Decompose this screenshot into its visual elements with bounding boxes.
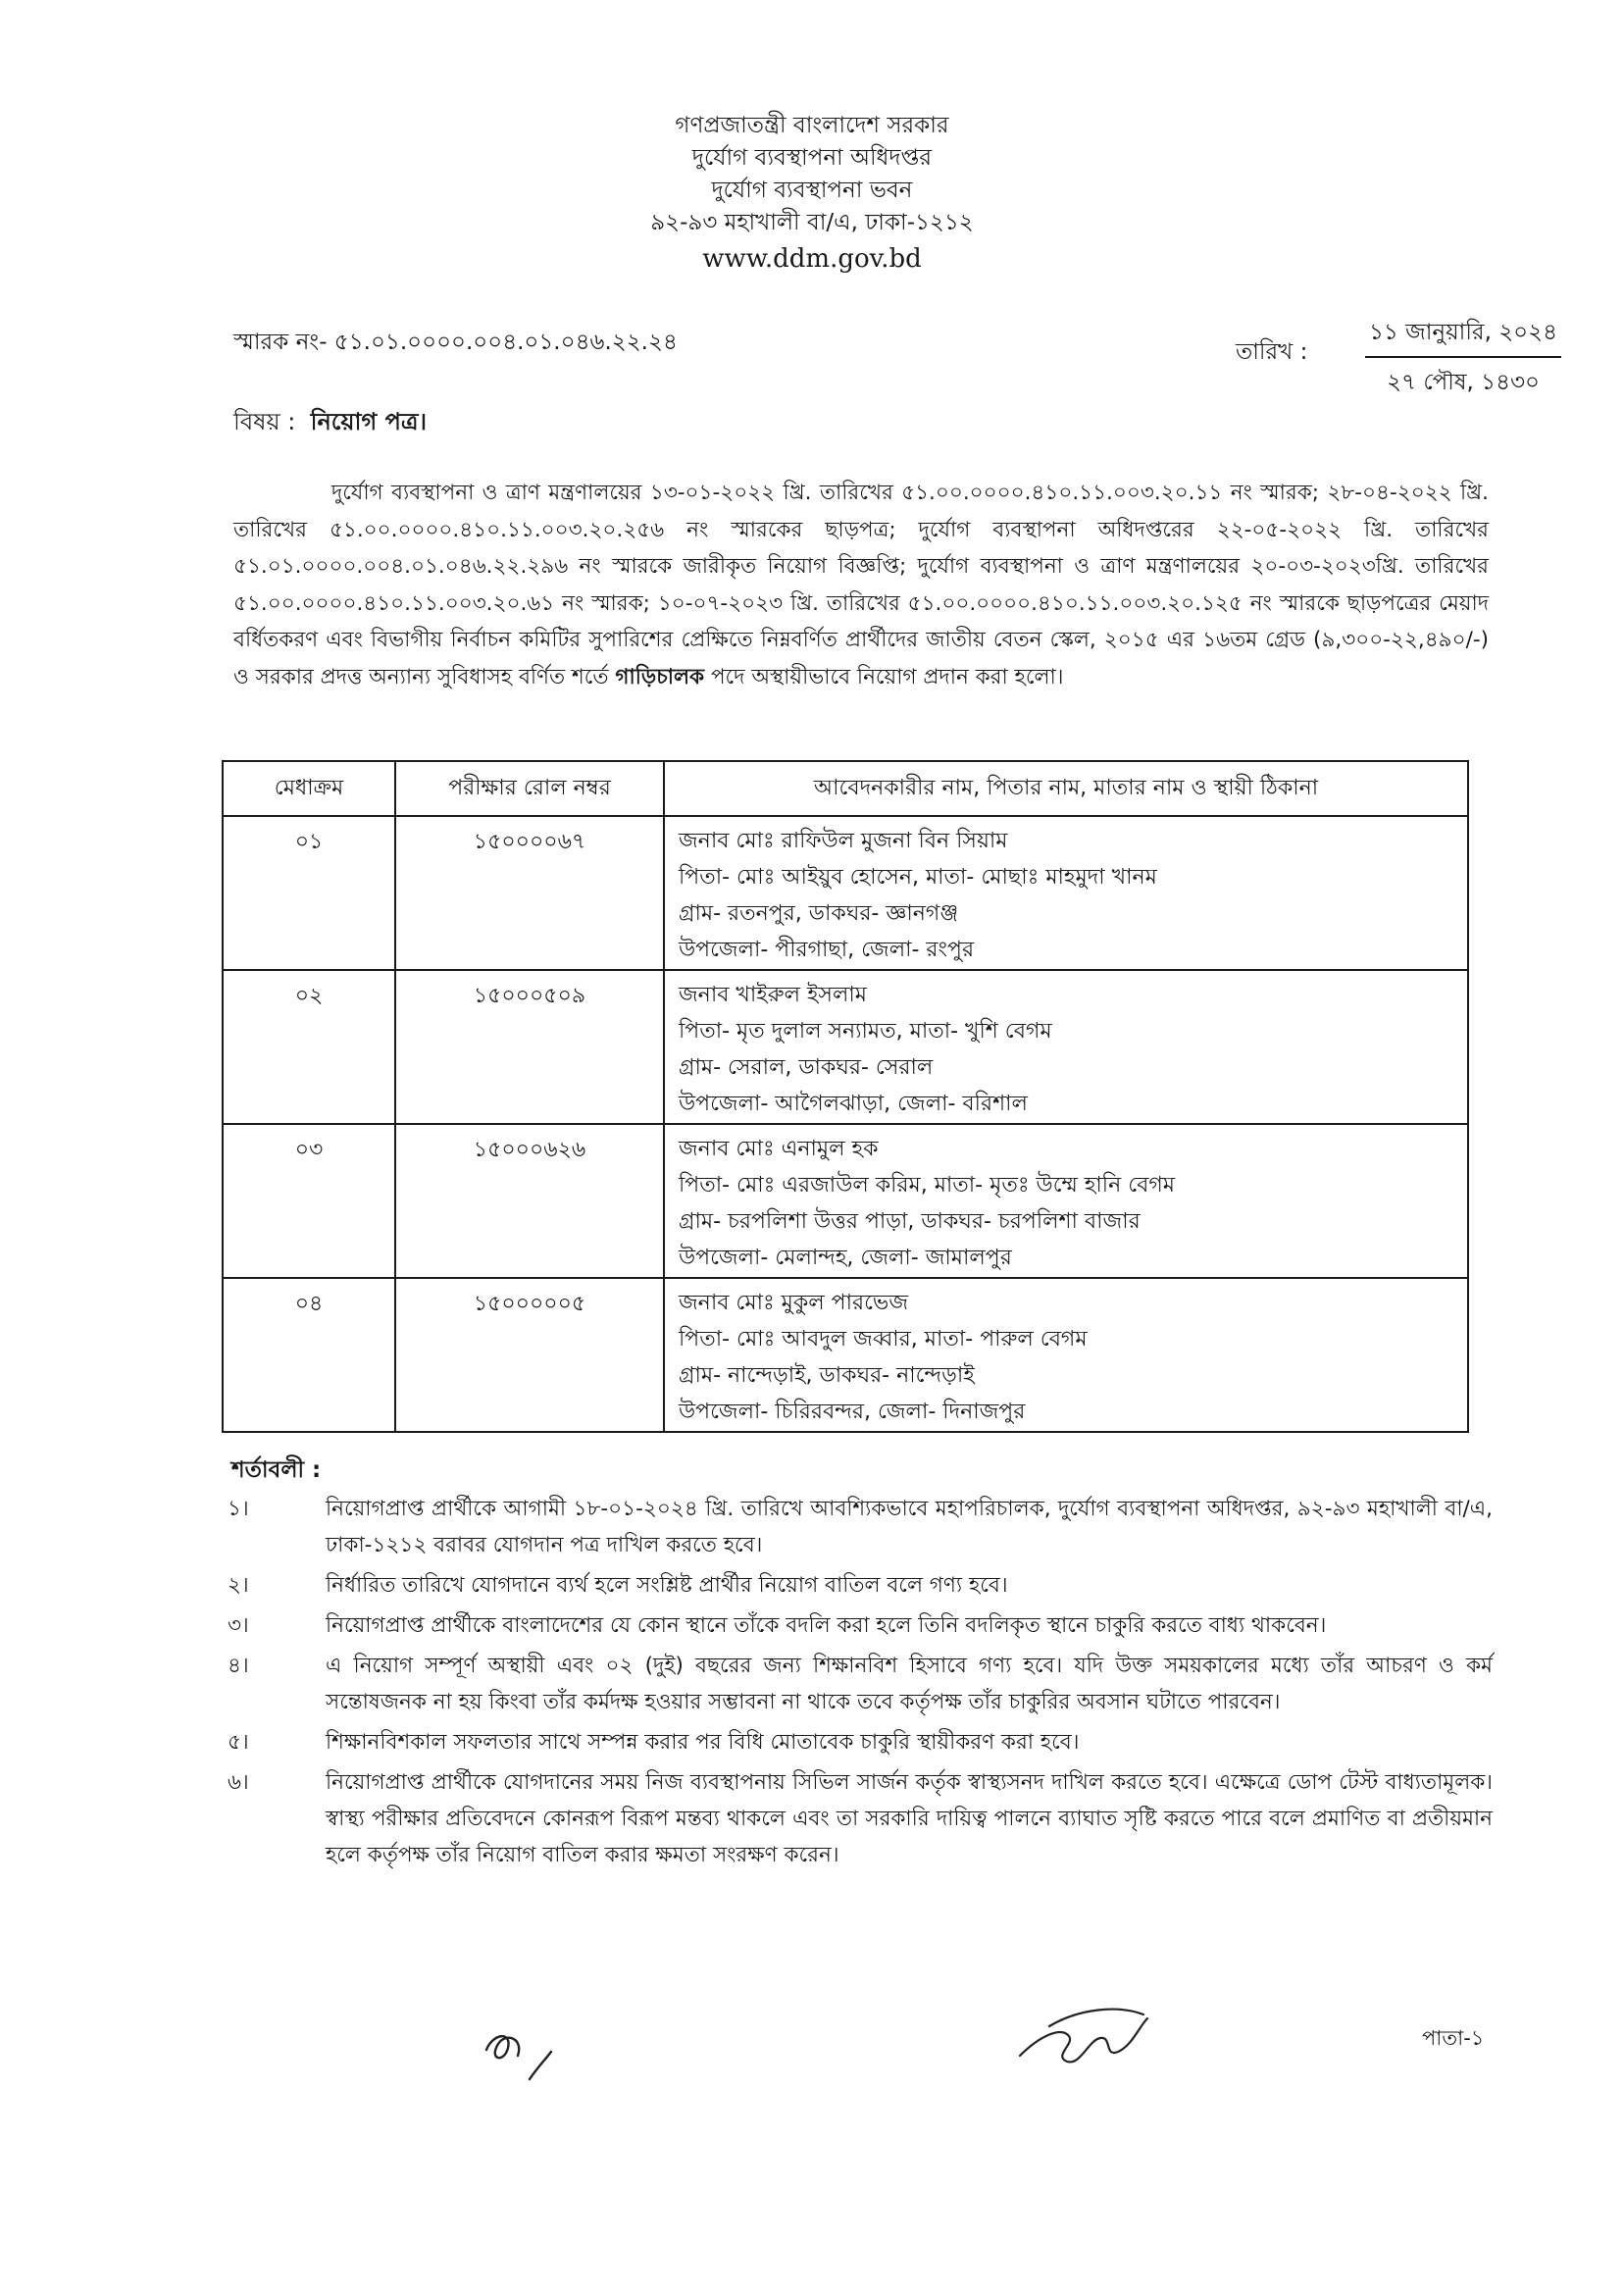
condition-number: ২। [228,1573,249,1598]
condition-number: ৩। [228,1613,249,1638]
body-paragraph [233,475,1489,695]
date-gregorian: ১১ জানুয়ারি, ২০২৪ [1365,314,1561,358]
rank-cell: ০৪ [223,1278,395,1432]
table-row [223,816,1468,970]
village-post: গ্রাম- নান্দেড়াই, ডাকঘর- নান্দেড়াই [679,1363,975,1388]
condition-text: এ নিয়োগ সম্পূর্ণ অস্থায়ী এবং ০২ (দুই) বছরের জন্য শিক্ষানবিশ হিসাবে গণ্য হবে। যদি উক্ত সময়কালের মধ্যে তাঁর আচরণ ও কর্ম সন্তোষজনক না হয় কিংবা তাঁর কর্মদক্ষ হওয়ার সম্ভাবনা না থাকে তবে কর্তৃপক্ষ তাঁর চাকুরির অবসান ঘটাতে পারবেন। [326,1654,1493,1714]
upazila-district: উপজেলা- চিরিরবন্দর, জেলা- দিনাজপুর [679,1400,1026,1424]
roll-cell: ১৫০০০০৬৭ [395,816,664,970]
date-bangla: ২৭ পৌষ, ১৪৩০ [1387,370,1540,395]
roll-cell: ১৫০০০৫০৯ [395,970,664,1124]
upazila-district: উপজেলা- পীরগাছা, জেলা- রংপুর [679,938,975,962]
table-row [223,1278,1468,1432]
website: www.ddm.gov.bd [702,244,922,274]
conditions-list [228,1491,1493,1877]
signature-initial-left [469,2013,567,2091]
column-header-rank: মেধাক্রম [223,761,395,816]
applicant-name: জনাব খাইরুল ইসলাম [679,983,867,1007]
condition-number: ৪। [228,1654,249,1678]
upazila-district: উপজেলা- মেলান্দহ, জেলা- জামালপুর [679,1246,1012,1270]
appointee-table [222,760,1469,1433]
condition-text: নিয়োগপ্রাপ্ত প্রার্থীকে যোগদানের সময় নিজ ব্যবস্থাপনায় সিভিল সার্জন কর্তৃক স্বাস্থ্যসনদ দাখিল করতে হবে। এক্ষেত্রে ডোপ টেস্ট বাধ্যতামূলক। স্বাস্থ্য পরীক্ষার প্রতিবেদনে কোনরূপ বিরূপ মন্তব্য থাকলে এবং তা সরকারি দায়িত্ব পালনে ব্যাঘাত সৃষ্টি করতে পারে বলে প্রমাণিত বা প্রতীয়মান হলে কর্তৃপক্ষ তাঁর নিয়োগ বাতিল করার ক্ষমতা সংরক্ষণ করেন। [326,1770,1493,1867]
condition-text: শিক্ষানবিশকাল সফলতার সাথে সম্পন্ন করার পর বিধি মোতাবেক চাকুরি স্থায়ীকরণ করা হবে। [326,1730,1080,1755]
gov-name: গণপ্রজাতন্ত্রী বাংলাদেশ সরকার [675,113,949,138]
details-cell [664,1278,1468,1432]
address: ৯২-৯৩ মহাখালী বা/এ, ঢাকা-১২১২ [650,210,974,235]
applicant-name: জনাব মোঃ এনামুল হক [679,1137,879,1161]
roll-cell: ১৫০০০৬২৬ [395,1124,664,1278]
department-name: দুর্যোগ ব্যবস্থাপনা অধিদপ্তর [691,145,933,171]
page-number: পাতা-১ [1422,2026,1485,2050]
list-item [228,1491,1493,1563]
body-text-after: পদে অস্থায়ীভাবে নিয়োগ প্রদান করা হলো। [710,664,1064,689]
list-item [228,1648,1493,1720]
parents: পিতা- মোঃ এরজাউল করিম, মাতা- মৃতঃ উম্মে হানি বেগম [679,1173,1176,1198]
signature-initial-right [1010,1997,1157,2085]
building-name: দুর্যোগ ব্যবস্থাপনা ভবন [711,178,913,203]
post-name: গাড়িচালক [615,664,705,689]
subject-label: বিষয় : [233,408,296,435]
list-item [228,1607,1493,1644]
list-item [228,1764,1493,1873]
date-label: তারিখ : [1236,339,1308,365]
condition-text: নির্ধারিত তারিখে যোগদানে ব্যর্থ হলে সংশ্লিষ্ট প্রার্থীর নিয়োগ বাতিল বলে গণ্য হবে। [326,1573,1008,1598]
table-header-row [223,761,1468,816]
village-post: গ্রাম- সেরাল, ডাকঘর- সেরাল [679,1055,934,1080]
rank-cell: ০২ [223,970,395,1124]
applicant-name: জনাব মোঃ রাফিউল মুজনা বিন সিয়াম [679,829,1008,853]
list-item [228,1724,1493,1760]
rank-cell: ০৩ [223,1124,395,1278]
table-row [223,1124,1468,1278]
condition-text: নিয়োগপ্রাপ্ত প্রার্থীকে আগামী ১৮-০১-২০২৪ খ্রি. তারিখে আবশ্যিকভাবে মহাপরিচালক, দুর্যোগ ব্যবস্থাপনা অধিদপ্তর, ৯২-৯৩ মহাখালী বা/এ, ঢাকা-১২১২ বরাবর যোগদান পত্র দাখিল করতে হবে। [326,1497,1493,1557]
roll-cell: ১৫০০০০০৫ [395,1278,664,1432]
subject-line [233,404,427,443]
details-cell [664,1124,1468,1278]
list-item [228,1567,1493,1604]
village-post: গ্রাম- চরপলিশা উত্তর পাড়া, ডাকঘর- চরপলিশা বাজার [679,1209,1141,1234]
date-values [1365,314,1561,402]
condition-text: নিয়োগপ্রাপ্ত প্রার্থীকে বাংলাদেশের যে কোন স্থানে তাঁকে বদলি করা হলে তিনি বদলিকৃত স্থানে চাকুরি করতে বাধ্য থাকবেন। [326,1613,1327,1638]
details-cell [664,816,1468,970]
village-post: গ্রাম- রতনপুর, ডাকঘর- জ্ঞানগঞ্জ [679,901,959,926]
parents: পিতা- মোঃ আইয়ুব হোসেন, মাতা- মোছাঃ মাহমুদা খানম [679,865,1157,890]
memo-number: স্মারক নং- ৫১.০১.০০০০.০০৪.০১.০৪৬.২২.২৪ [233,330,678,355]
table-row [223,970,1468,1124]
condition-number: ৬। [228,1770,249,1795]
applicant-name: জনাব মোঃ মুকুল পারভেজ [679,1291,908,1315]
letterhead [0,110,1624,277]
body-text-before: দুর্যোগ ব্যবস্থাপনা ও ত্রাণ মন্ত্রণালয়ের ১৩-০১-২০২২ খ্রি. তারিখের ৫১.০০.০০০০.৪১০.১১.০০৩.২০.১১ নং স্মারক; ২৮-০৪-২০২২ খ্রি. তারিখের ৫১.০০.০০০০.৪১০.১১.০০৩.২০.২৫৬ নং স্মারকের ছাড়পত্র; দুর্যোগ ব্যবস্থাপনা অধিদপ্তরের ২২-০৫-২০২২ খ্রি. তারিখের ৫১.০১.০০০০.০০৪.০১.০৪৬.২২.২৯৬ নং স্মারকে জারীকৃত নিয়োগ বিজ্ঞপ্তি; দুর্যোগ ব্যবস্থাপনা ও ত্রাণ মন্ত্রণালয়ের ২০-০৩-২০২৩খ্রি. তারিখের ৫১.০০.০০০০.৪১০.১১.০০৩.২০.৬১ নং স্মারক; ১০-০৭-২০২৩ খ্রি. তারিখের ৫১.০০.০০০০.৪১০.১১.০০৩.২০.১২৫ নং স্মারকে ছাড়পত্রের মেয়াদ বর্ধিতকরণ এবং বিভাগীয় নির্বাচন কমিটির সুপারিশের প্রেক্ষিতে নিম্নবর্ণিত প্রার্থীদের জাতীয় বেতন স্কেল, ২০১৫ এর ১৬তম গ্রেড (৯,৩০০-২২,৪৯০/-) ও সরকার প্রদত্ত অন্যান্য সুবিধাসহ বর্ণিত শর্তে [233,481,1489,689]
rank-cell: ০১ [223,816,395,970]
conditions-title: শর্তাবলী : [231,1457,322,1483]
upazila-district: উপজেলা- আগৈলঝাড়া, জেলা- বরিশাল [679,1092,1028,1116]
condition-number: ১। [228,1497,249,1521]
column-header-roll: পরীক্ষার রোল নম্বর [395,761,664,816]
column-header-details: আবেদনকারীর নাম, পিতার নাম, মাতার নাম ও স্থায়ী ঠিকানা [664,761,1468,816]
condition-number: ৫। [228,1730,249,1755]
parents: পিতা- মৃত দুলাল সন্যামত, মাতা- খুশি বেগম [679,1019,1052,1044]
parents: পিতা- মোঃ আবদুল জব্বার, মাতা- পারুল বেগম [679,1327,1088,1351]
details-cell [664,970,1468,1124]
subject-text: নিয়োগ পত্র। [310,408,428,435]
